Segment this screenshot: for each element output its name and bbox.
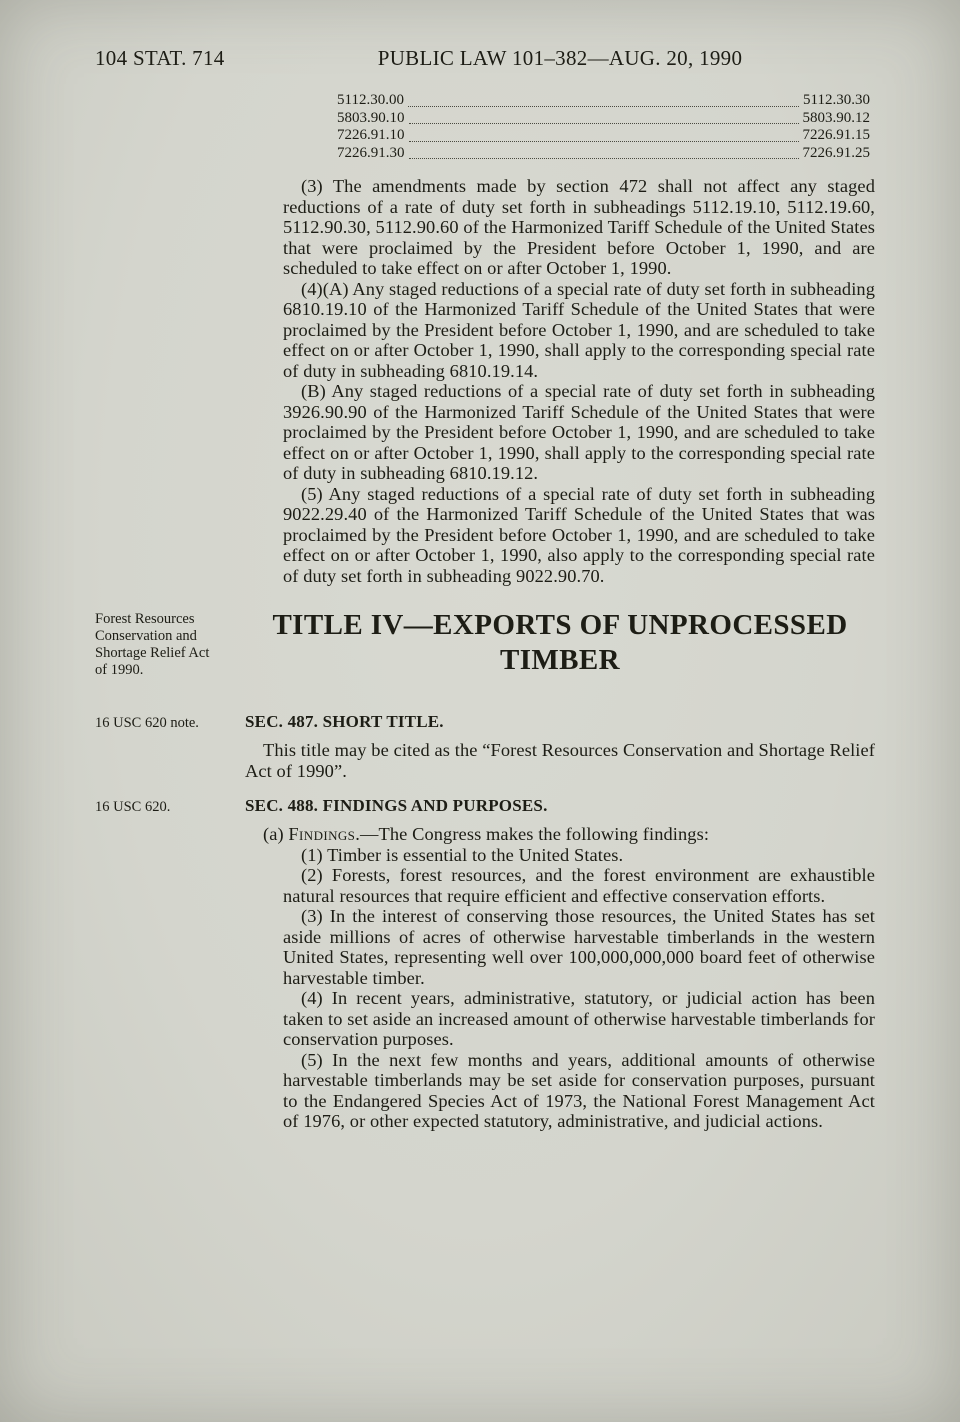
tariff-subheading-old: 7226.91.10 bbox=[337, 127, 405, 143]
tariff-subheading-new: 5112.30.30 bbox=[803, 92, 870, 108]
findings-intro bbox=[245, 824, 875, 845]
section-488 bbox=[95, 796, 875, 1132]
margin-note-short-title: Forest Resources Conservation and Shortage Relief Act of 1990. bbox=[95, 611, 210, 678]
dot-leader bbox=[408, 106, 799, 107]
finding-item: (3) In the interest of conserving those resources, the United States has set aside millions of acres of otherwise harvestable timberlands in the western United States, representing well over 100,000,000,000 board feet of otherwise harvestable timber. bbox=[283, 906, 875, 988]
findings-intro-rest: .—The Congress makes the following findings: bbox=[355, 824, 710, 844]
section-487-heading: SEC. 487. SHORT TITLE. bbox=[245, 712, 444, 731]
dot-leader bbox=[409, 123, 799, 124]
finding-item: (1) Timber is essential to the United States. bbox=[301, 844, 624, 865]
tariff-subheading-new: 7226.91.25 bbox=[802, 144, 870, 161]
tariff-subheading-old: 5112.30.00 bbox=[337, 92, 404, 108]
section-487 bbox=[95, 712, 875, 781]
amendment-paragraphs bbox=[283, 176, 875, 586]
finding-item: (5) In the next few months and years, additional amounts of otherwise harvestable timberlands may be set aside for conservation purposes, pursuant to the Endangered Species Act of 1973, the National Forest Management Act of 1976, or other expected statutory, administrative, and judicial actions. bbox=[283, 1049, 875, 1131]
tariff-subheading-new: 5803.90.12 bbox=[802, 109, 870, 126]
amendment-paragraph: (5) Any staged reductions of a special rate of duty set forth in subheading 9022.29.40 of the Harmonized Tariff Schedule of the United States that was proclaimed by the President before October 1, 1990, and are scheduled to take effect on or after October 1, 1990, also apply to the corresponding special rate of duty set forth in subheading 9022.90.70. bbox=[283, 483, 875, 586]
section-487-body: This title may be cited as the “Forest Resources Conservation and Shortage Relief Act of 1990”. bbox=[245, 740, 875, 781]
table-row bbox=[337, 92, 870, 110]
title-iv-section bbox=[95, 608, 875, 678]
running-title: PUBLIC LAW 101–382—AUG. 20, 1990 bbox=[377, 46, 743, 70]
table-row bbox=[337, 145, 870, 163]
table-row bbox=[337, 127, 870, 145]
finding-item: (2) Forests, forest resources, and the forest environment are exhaustible natural resources that require efficient and effective conservation efforts. bbox=[283, 865, 875, 906]
tariff-conversion-table bbox=[337, 92, 870, 162]
title-iv-heading-line1: TITLE IV—EXPORTS OF UNPROCESSED bbox=[272, 609, 848, 641]
table-row bbox=[337, 110, 870, 128]
amendment-paragraph: (B) Any staged reductions of a special rate of duty set forth in subheading 3926.90.90 of the Harmonized Tariff Schedule of the United States that were proclaimed by the President before October 1, 1990, and are scheduled to take effect on or after October 1, 1990, shall apply to the corresponding special rate of duty in subheading 6810.19.12. bbox=[283, 381, 875, 483]
amendment-paragraph: (4)(A) Any staged reductions of a special rate of duty set forth in subheading 6810.19.10 of the Harmonized Tariff Schedule of the United States that were proclaimed by the President before October 1, 1990, and are scheduled to take effect on or after October 1, 1990, shall apply to the corresponding special rate of duty in subheading 6810.19.14. bbox=[283, 278, 875, 381]
stat-page-number: 104 STAT. 714 bbox=[95, 46, 225, 70]
main-text-column bbox=[95, 176, 875, 1132]
tariff-subheading-old: 7226.91.30 bbox=[337, 144, 405, 161]
margin-note-usc-citation: 16 USC 620. bbox=[95, 799, 171, 815]
findings-intro-label: Findings bbox=[288, 824, 356, 844]
section-488-heading: SEC. 488. FINDINGS AND PURPOSES. bbox=[245, 796, 548, 815]
tariff-subheading-old: 5803.90.10 bbox=[337, 109, 405, 126]
margin-note-usc-citation: 16 USC 620 note. bbox=[95, 715, 199, 731]
findings-list bbox=[283, 845, 875, 1132]
running-head bbox=[95, 46, 875, 74]
dot-leader bbox=[409, 141, 799, 142]
tariff-subheading-new: 7226.91.15 bbox=[802, 127, 870, 143]
dot-leader bbox=[409, 158, 799, 159]
title-iv-heading-line2: TIMBER bbox=[499, 644, 621, 676]
finding-item: (4) In recent years, administrative, statutory, or judicial action has been taken to set aside an increased amount of otherwise harvestable timberlands for conservation purposes. bbox=[283, 988, 875, 1049]
amendment-paragraph: (3) The amendments made by section 472 shall not affect any staged reductions of a rate of duty set forth in subheadings 5112.19.10, 5112.19.60, 5112.90.30, 5112.90.60 of the Harmonized Tariff Schedule of the United States that were proclaimed by the President before October 1, 1990, and are scheduled to take effect on or after October 1, 1990. bbox=[283, 176, 875, 278]
findings-intro-prefix: (a) bbox=[263, 824, 289, 844]
